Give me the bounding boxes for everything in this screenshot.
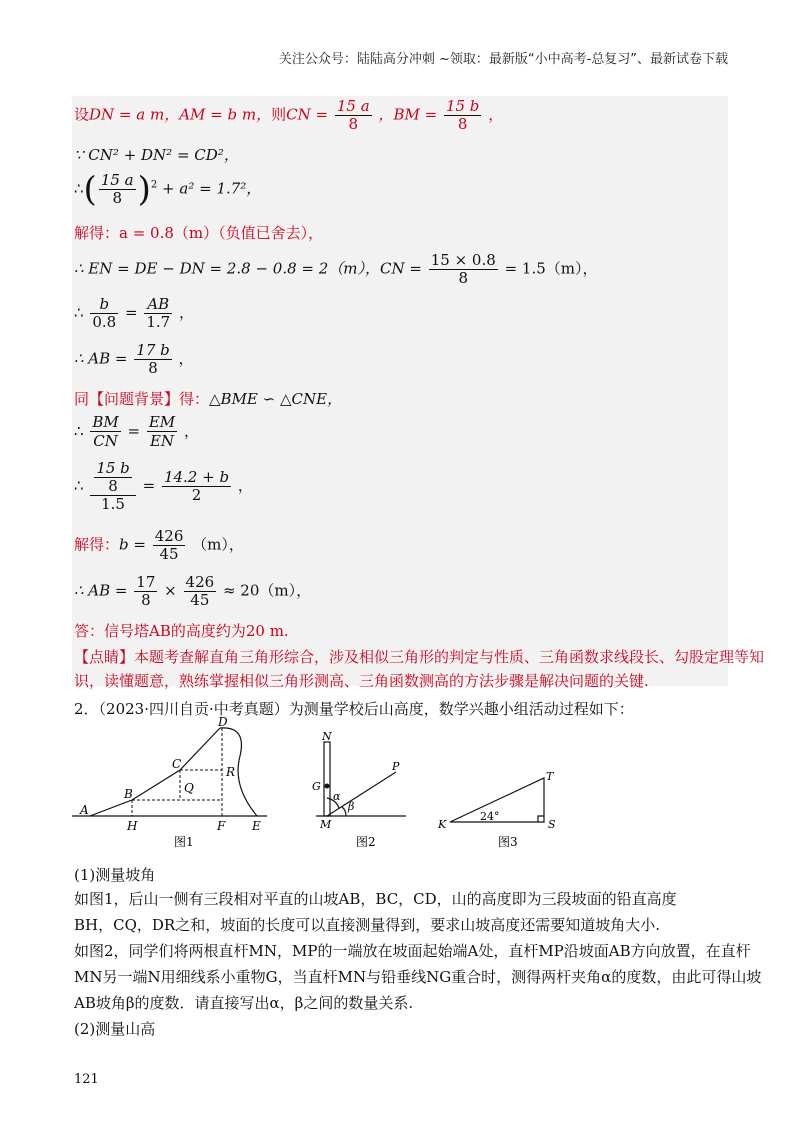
page-number: 121 xyxy=(74,1072,99,1087)
label-E: E xyxy=(252,819,261,833)
figure-3-caption: 图3 xyxy=(498,835,518,849)
solution-line-3: ∴( $\frac{15 a}{8}$ )$^2$ + a² = 1.7²， xyxy=(74,169,262,210)
solution-line-5: ∴ EN = DE − DN = 2.8 − 0.8 = 2（m），CN = $\frac{15 \times 0.8}{8}$ = 1.5（m）， xyxy=(74,251,598,287)
paragraph-1-line-2: BH，CQ，DR之和，坡面的长度可以直接测量得到，要求山坡高度还需要知道坡角大小. xyxy=(74,916,660,934)
solution-line-1: 设DN = a m，AM = b m，则CN = $\frac{15 a}{8}$ ，BM = $\frac{15 b}{8}$ ， xyxy=(74,97,504,133)
label-G: G xyxy=(312,780,321,793)
label-H: H xyxy=(127,819,138,833)
paragraph-2-line-2: MN另一端N用细线系小重物G，当直杆MN与铅垂线NG重合时，测得两杆夹角α的度数，由此可得山坡 xyxy=(74,968,762,986)
solution-answer: 答：信号塔AB的高度约为20 m. xyxy=(74,622,289,640)
paragraph-2-line-1: 如图2，同学们将两根直杆MN，MP的一端放在坡面起始端A处，直杆MP沿坡面AB方向放置，在直杆 xyxy=(74,942,751,960)
paragraph-1-line-1: 如图1，后山一侧有三段相对平直的山坡AB，BC，CD，山的高度即为三段坡面的铅直高度 xyxy=(74,890,677,908)
label-T: T xyxy=(546,770,554,783)
label-angle-24: 24° xyxy=(480,810,500,823)
figure-1-caption: 图1 xyxy=(174,835,194,849)
label-K: K xyxy=(438,818,447,831)
solution-line-11: 解得：b = $\frac{426}{45}$ （m）， xyxy=(74,527,244,563)
solution-line-4: 解得：a = 0.8（m）（负值已舍去）， xyxy=(74,224,324,242)
section-1-heading: (1)测量坡角 xyxy=(74,866,156,884)
section-2-heading: (2)测量山高 xyxy=(74,1020,156,1038)
figure-3 xyxy=(436,768,576,850)
label-S: S xyxy=(548,818,556,831)
label-F: F xyxy=(217,819,226,833)
label-C: C xyxy=(172,757,182,771)
page-header: 关注公众号：陆陆高分冲刺 ~领取：最新版“小中高考-总复习”、最新试卷下载 xyxy=(278,52,728,67)
label-N: N xyxy=(322,730,332,743)
figure-2-caption: 图2 xyxy=(356,835,376,849)
key-point-line-1: 【点睛】本题考查解直角三角形综合，涉及相似三角形的判定与性质、三角函数求线段长、勾股定理等知 xyxy=(74,648,765,666)
figure-1 xyxy=(72,716,272,850)
label-alpha: α xyxy=(333,790,341,803)
solution-line-7: ∴ AB = $\frac{17 b}{8}$ ， xyxy=(74,341,194,377)
label-A: A xyxy=(80,803,89,817)
solution-line-12: ∴ AB = $\frac{17}{8}$ × $\frac{426}{45}$ ≈ 20（m）， xyxy=(74,573,312,609)
solution-line-6: ∴ $\frac{b}{0.8}$ = $\frac{AB}{1.7}$ ， xyxy=(74,295,194,331)
key-point-line-2: 识，读懂题意，熟练掌握相似三角形测高、三角函数测高的方法步骤是解决问题的关键. xyxy=(74,672,649,690)
label-B: B xyxy=(124,787,133,801)
label-beta: β xyxy=(348,800,355,813)
label-Q: Q xyxy=(184,781,194,795)
problem-title: 2．（2023·四川自贡·中考真题）为测量学校后山高度，数学兴趣小组活动过程如下： xyxy=(74,700,634,718)
figure-2 xyxy=(306,728,416,850)
label-R: R xyxy=(226,765,236,779)
solution-line-2: ∵ CN² + DN² = CD²， xyxy=(74,146,239,164)
label-M: M xyxy=(320,818,332,831)
label-P: P xyxy=(392,760,400,773)
paragraph-2-line-3: AB坡角β的度数．请直接写出α，β之间的数量关系. xyxy=(74,994,414,1012)
solution-line-10: ∴ $\frac{\frac{15 b}{8}}{1.5}$ = $\frac{14.2 + b}{2}$ ， xyxy=(74,459,253,513)
label-D: D xyxy=(218,716,228,729)
solution-line-8: 同【问题背景】得：△BME ∽ △CNE， xyxy=(74,390,343,408)
solution-line-9: ∴ $\frac{BM}{CN}$ = $\frac{EM}{EN}$ ， xyxy=(74,413,199,450)
